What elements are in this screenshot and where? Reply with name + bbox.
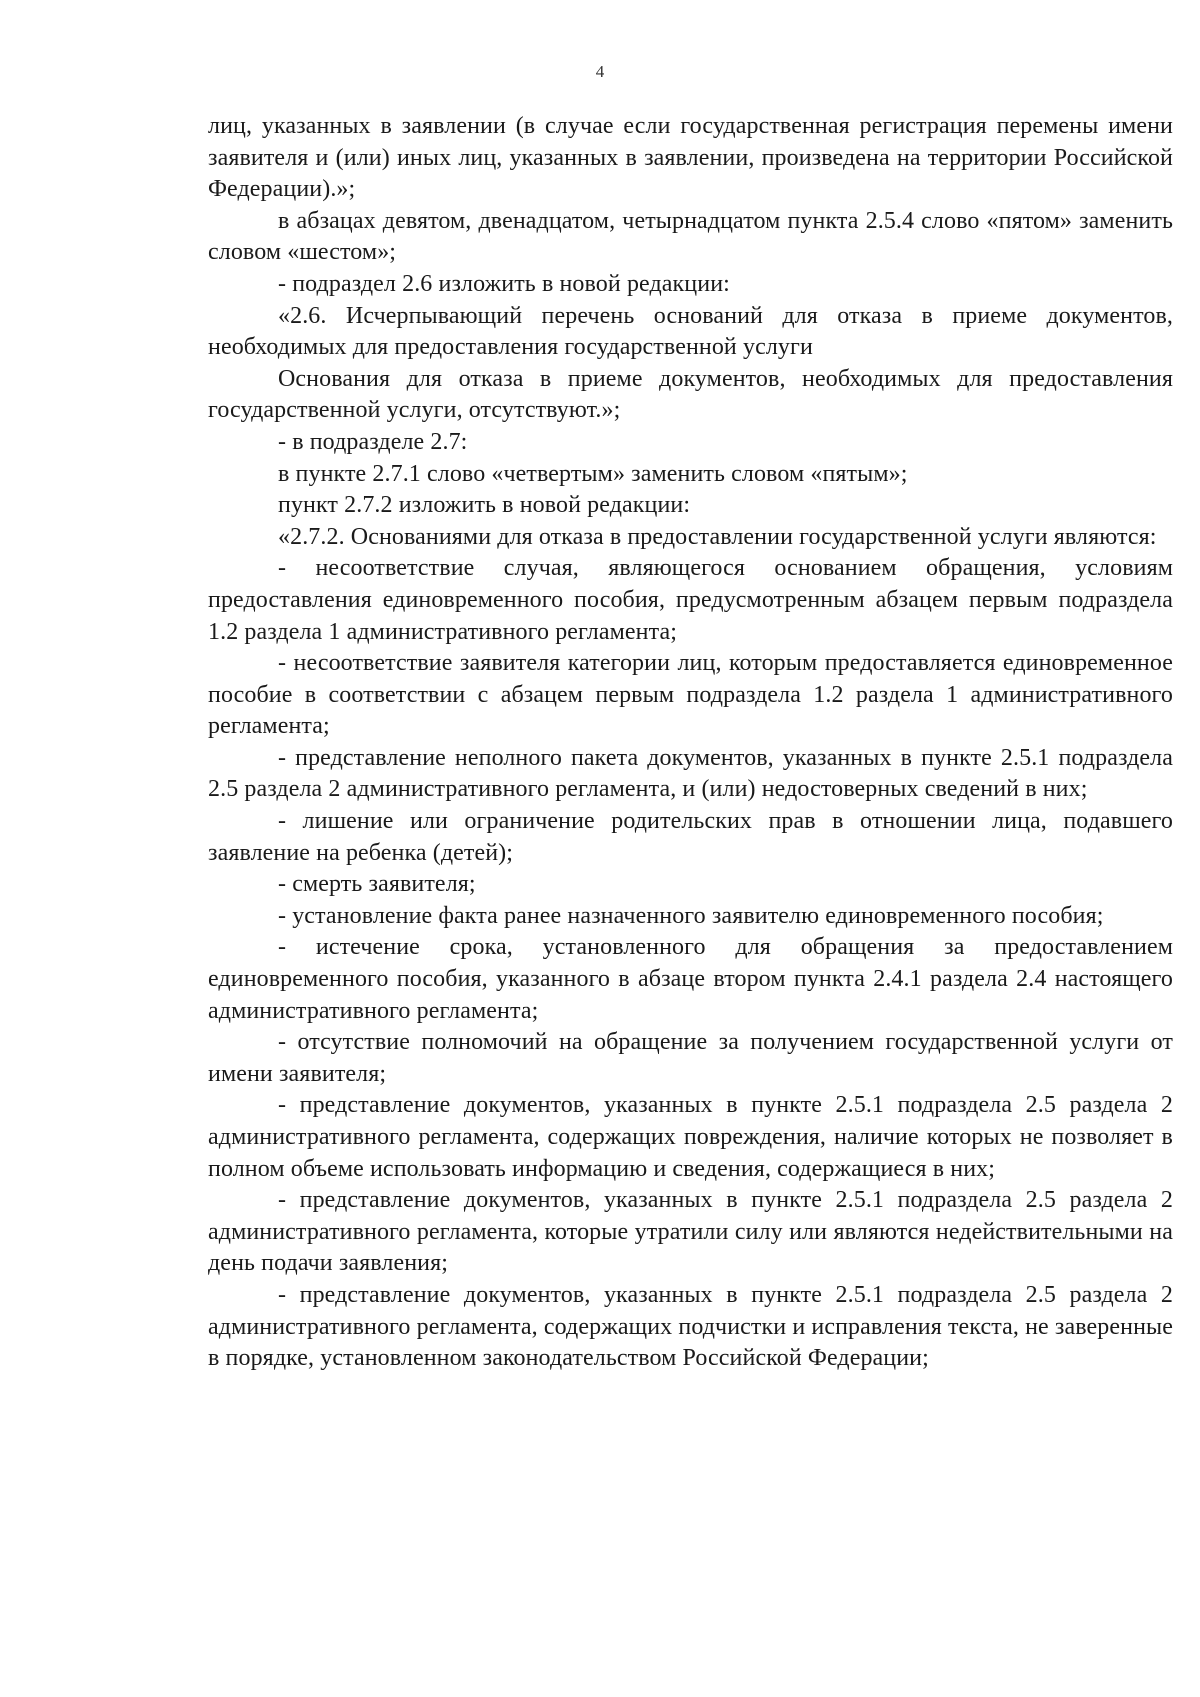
list-item-ground: - отсутствие полномочий на обращение за получением государственной услуги от имени заявителя; xyxy=(208,1029,1173,1087)
list-item-ground: - лишение или ограничение родительских прав в отношении лица, подавшего заявление на ребенка (детей); xyxy=(208,808,1173,866)
paragraph-subsection-2-6-intro: - подраздел 2.6 изложить в новой редакции: xyxy=(278,270,730,297)
paragraph-amendment-2-5-4: в абзацах девятом, двенадцатом, четырнадцатом пункта 2.5.4 слово «пятом» заменить словом «шестом»; xyxy=(208,207,1173,266)
list-item-ground: - несоответствие заявителя категории лиц, которым предоставляется единовременное пособие в соответствии с абзацем первым подраздела 1.2 раздела 1 административного регламента; xyxy=(208,650,1173,740)
list-item-ground: - несоответствие случая, являющегося основанием обращения, условиям предоставления единовременного пособия, предусмотренным абзацем первым подраздела 1.2 раздела 1 административного регламента; xyxy=(208,555,1173,645)
list-item-ground: - установление факта ранее назначенного заявителю единовременного пособия; xyxy=(278,902,1104,929)
list-item-ground: - представление неполного пакета документов, указанных в пункте 2.5.1 подраздела 2.5 раздела 2 административного регламента, и (или) недостоверных сведений в них; xyxy=(208,744,1173,803)
list-item-ground: - представление документов, указанных в пункте 2.5.1 подраздела 2.5 раздела 2 административного регламента, которые утратили силу или являются недействительными на день подачи заявления; xyxy=(208,1187,1173,1277)
paragraph-amendment-2-7-2-intro: пункт 2.7.2 изложить в новой редакции: xyxy=(278,492,691,519)
paragraph-subsection-2-6-title: «2.6. Исчерпывающий перечень оснований для отказа в приеме документов, необходимых для предоставления государственной услуги xyxy=(208,302,1173,361)
list-item-ground: - представление документов, указанных в пункте 2.5.1 подраздела 2.5 раздела 2 административного регламента, содержащих повреждения, наличие которых не позволяет в полном объеме использовать информацию и сведения, содержащиеся в них; xyxy=(208,1092,1173,1182)
paragraph-2-7-2-title: «2.7.2. Основаниями для отказа в предоставлении государственной услуги являются: xyxy=(278,523,1157,550)
list-item-ground: - истечение срока, установленного для обращения за предоставлением единовременного пособия, указанного в абзаце втором пункта 2.4.1 раздела 2.4 настоящего административного регламента; xyxy=(208,934,1173,1024)
paragraph-amendment-2-7-1: в пункте 2.7.1 слово «четвертым» заменить словом «пятым»; xyxy=(278,460,908,487)
list-item-ground: - представление документов, указанных в пункте 2.5.1 подраздела 2.5 раздела 2 административного регламента, содержащих подчистки и исправления текста, не заверенные в порядке, установленном законодательством Российской Федерации; xyxy=(208,1281,1173,1372)
paragraph-subsection-2-7-intro: - в подразделе 2.7: xyxy=(278,428,468,455)
page-number: 4 xyxy=(595,62,605,81)
paragraph-subsection-2-6-body: Основания для отказа в приеме документов, необходимых для предоставления государственной услуги, отсутствуют.»; xyxy=(208,365,1173,424)
paragraph-continuation: лиц, указанных в заявлении (в случае если государственная регистрация перемены имени заявителя и (или) иных лиц, указанных в заявлении, произведена на территории Российской Федерации).»; xyxy=(208,113,1173,203)
list-item-ground: - смерть заявителя; xyxy=(278,871,476,898)
document-body xyxy=(208,111,1173,1375)
